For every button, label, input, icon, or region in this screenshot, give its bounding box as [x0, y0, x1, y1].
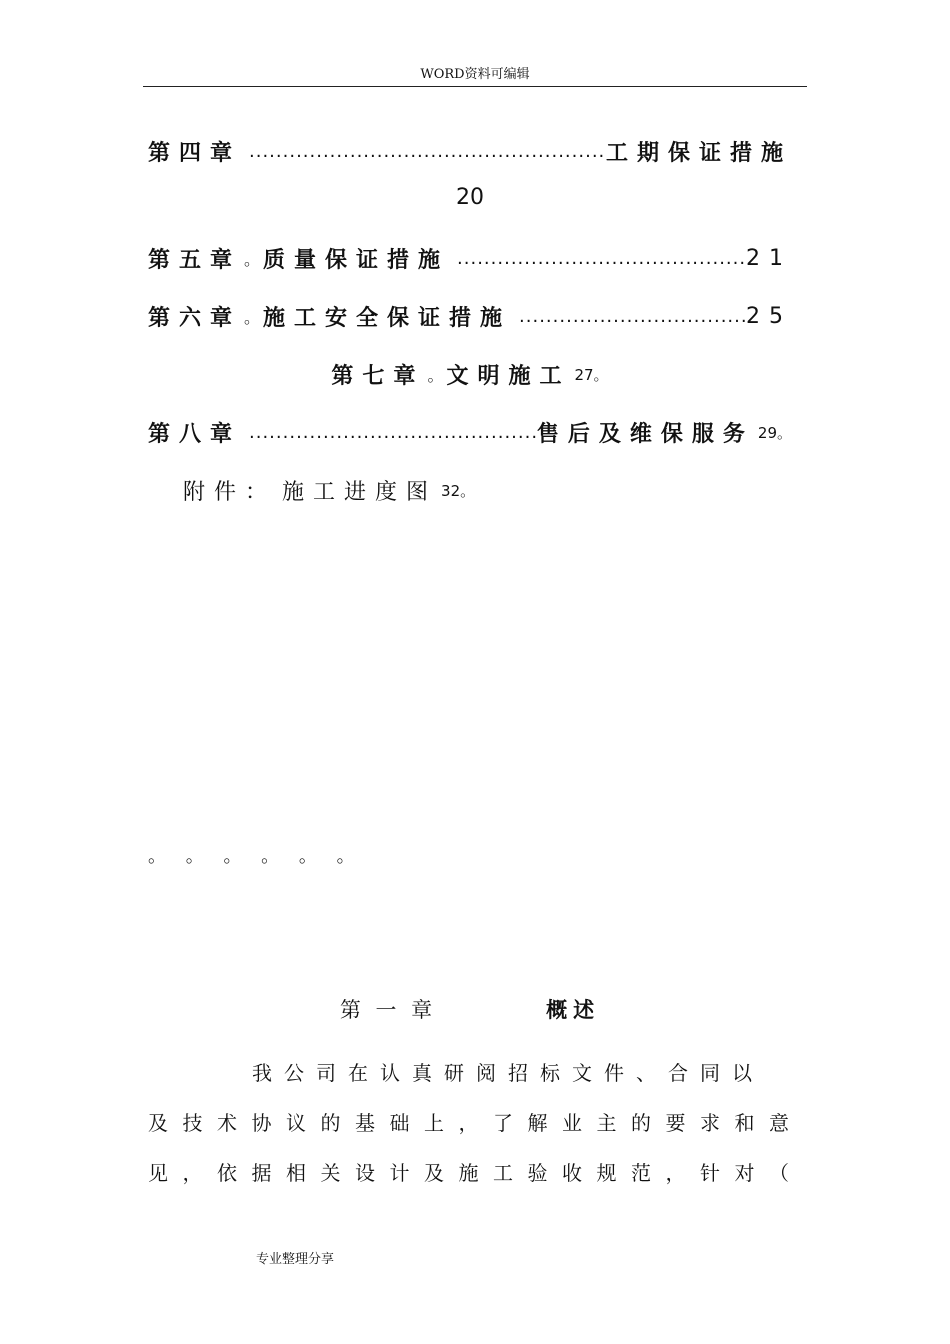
chapter-label: 第 一 章	[339, 998, 437, 1022]
dot-row: 。 。 。 。 。 。	[148, 846, 355, 867]
toc-entry-chapter-7[interactable]	[148, 359, 792, 389]
toc-chapter-title: 工期保证措施	[605, 140, 792, 166]
toc-chapter-title: 施工安全保证措施	[263, 305, 512, 331]
toc-page-number: 27。	[574, 365, 609, 384]
page-header: WORD资料可编辑	[143, 66, 807, 87]
toc-separator: 。	[244, 249, 261, 269]
toc-separator: 。	[427, 365, 444, 385]
chapter-title: 概述	[546, 998, 601, 1022]
toc-entry-attachment[interactable]	[183, 475, 783, 505]
toc-leader-dots	[511, 306, 746, 327]
toc-chapter-title: 文明施工	[446, 363, 571, 389]
toc-page-number: 32。	[441, 481, 476, 500]
paragraph-line: 我公司在认真研阅招标文件、合同以	[252, 1061, 764, 1085]
toc-chapter-label: 第七章	[331, 363, 425, 389]
toc-page-number: 21	[746, 245, 792, 271]
toc-entry-chapter-8[interactable]	[148, 417, 792, 447]
toc-page-number: 29。	[757, 423, 792, 442]
toc-leader-dots	[241, 422, 537, 443]
page-footer: 专业整理分享	[256, 1252, 335, 1267]
toc-page-number: 20	[456, 185, 484, 210]
toc-chapter-label: 第八章	[148, 421, 242, 447]
toc-leader-dots	[241, 141, 606, 162]
toc-chapter-label: 第六章	[148, 305, 242, 331]
toc-entry-chapter-6[interactable]	[148, 301, 792, 331]
toc-page-number: 25	[746, 303, 792, 329]
toc-entry-chapter-5[interactable]	[148, 243, 792, 273]
toc-separator: 。	[244, 307, 261, 327]
toc-entry-chapter-4[interactable]	[148, 136, 792, 166]
toc-leader-dots	[449, 248, 746, 269]
paragraph-line: 及技术协议的基础上，了解业主的要求和意	[148, 1111, 804, 1135]
chapter-heading	[148, 994, 792, 1024]
toc-attachment-title: 施工进度图	[282, 479, 438, 505]
toc-chapter-title: 售后及维保服务	[536, 421, 754, 447]
paragraph-line: 见，依据相关设计及施工验收规范，针对（	[148, 1161, 804, 1185]
toc-attachment-label: 附件：	[183, 479, 277, 505]
toc-chapter-title: 质量保证措施	[263, 247, 450, 273]
toc-chapter-label: 第五章	[148, 247, 242, 273]
toc-chapter-label: 第四章	[148, 140, 242, 166]
